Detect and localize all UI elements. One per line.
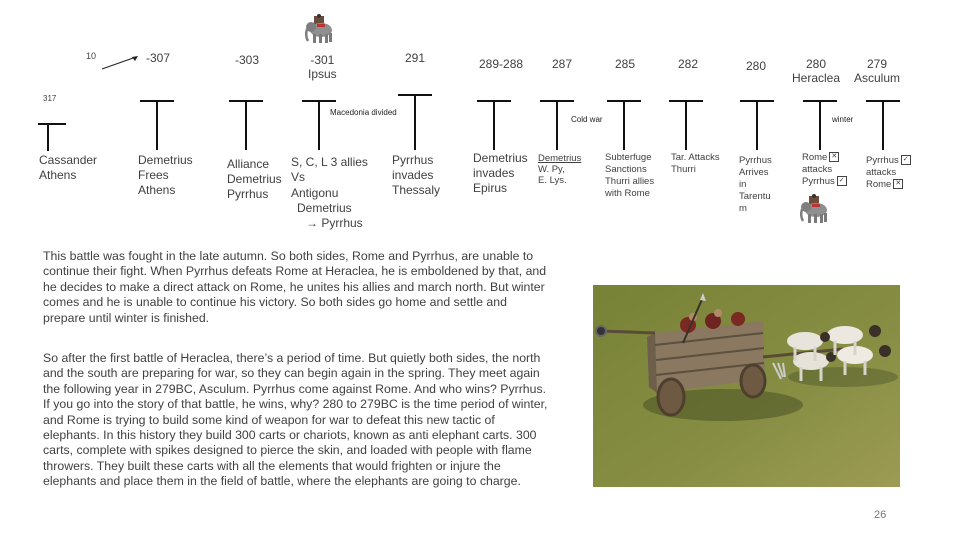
year-279-asculum: 279 Asculum — [854, 57, 901, 85]
check-box-icon: ✓ — [901, 155, 911, 165]
year-10: 10 — [86, 51, 97, 61]
paragraph-autumn-battle: This battle was fought in the late autumn. So both sides, Rome and Pyrrhus, are unable to continue their fight. When Pyrrhus defeats Rome at Heraclea, he is emboldened by that, and he decides to make a direct attack on Rome, he unites his allies and march north. But winter comes and he is unable to continue his victory. So both sides go home and settle and prepare until winter is finished. — [43, 249, 547, 325]
year-301: -301 Ipsus — [308, 53, 337, 81]
event-subterfuge: Subterfuge Sanctions Thurri allies with Rome — [605, 152, 655, 199]
year-285: 285 — [615, 57, 636, 71]
paragraph-anti-elephant-carts: So after the first battle of Heraclea, there’s a period of time. But quietly both sides, the north and the south are preparing for war, so they can begin again in the spring. They meet again the following year in 279BC, Asculum. Pyrrhus come against Rome. And who wins? Pyrrhus. If you go into the story of that battle, he wins, why? 280 to 279BC is the time period of winter, and Rome is trying to build some kind of weapon for war to defeat this new tactic of elephants. In this history they build 300 carts or chariots, known as anti elephant carts. 300 carts, complete with spikes designed to pierce the skin, and loaded with people with flame throwers. They built these carts with all the elements that would frighten or injure the elephants and place them in the field of battle, where the elephants are going to charge. — [43, 351, 548, 489]
period-cold-war: Cold war — [571, 115, 603, 124]
x-box-icon: ✕ — [893, 179, 903, 189]
arrow-line — [100, 55, 140, 71]
year-303: -303 — [235, 53, 260, 67]
year-282: 282 — [678, 57, 699, 71]
check-box-icon: ✓ — [837, 176, 847, 186]
year-317: 317 — [43, 94, 57, 103]
period-macedonia: Macedonia divided — [330, 108, 397, 117]
event-pyrrhus-thessaly: Pyrrhus invades Thessaly — [392, 153, 441, 197]
year-289-288: 289-288 — [479, 57, 524, 71]
period-winter: winter — [832, 115, 854, 124]
event-tar-attacks: Tar. Attacks Thurri — [671, 152, 720, 175]
event-alliance: Alliance Demetrius Pyrrhus — [227, 157, 282, 201]
anti-elephant-cart-photo — [593, 285, 900, 487]
event-rome-attacks: Rome ✕ attacks Pyrrhus ✓ — [802, 152, 847, 188]
year-280: 280 — [746, 59, 767, 73]
war-elephant-icon — [303, 14, 337, 46]
year-307: -307 — [146, 51, 171, 65]
event-three-allies: S, C, L 3 allies Vs Antigonu Demetrius → Pyrrhus — [291, 155, 368, 231]
event-demetrius-epirus: Demetrius invades Epirus — [473, 151, 528, 195]
year-280-heraclea: 280 Heraclea — [792, 57, 841, 85]
event-pyrrhus-arrives: Pyrrhus Arrives in Tarentu m — [739, 155, 772, 214]
event-demetrius-frees: Demetrius Frees Athens — [138, 153, 193, 197]
event-cassander: Cassander Athens — [39, 153, 98, 182]
war-elephant-icon — [798, 194, 832, 226]
x-box-icon: ✕ — [829, 152, 839, 162]
year-287: 287 — [552, 57, 573, 71]
event-demetrius-war: Demetrius W. Py, E. Lys. — [538, 153, 582, 186]
page-number: 26 — [874, 509, 887, 521]
year-291: 291 — [405, 51, 426, 65]
event-pyrrhus-attacks: Pyrrhus ✓ attacks Rome ✕ — [866, 155, 911, 191]
